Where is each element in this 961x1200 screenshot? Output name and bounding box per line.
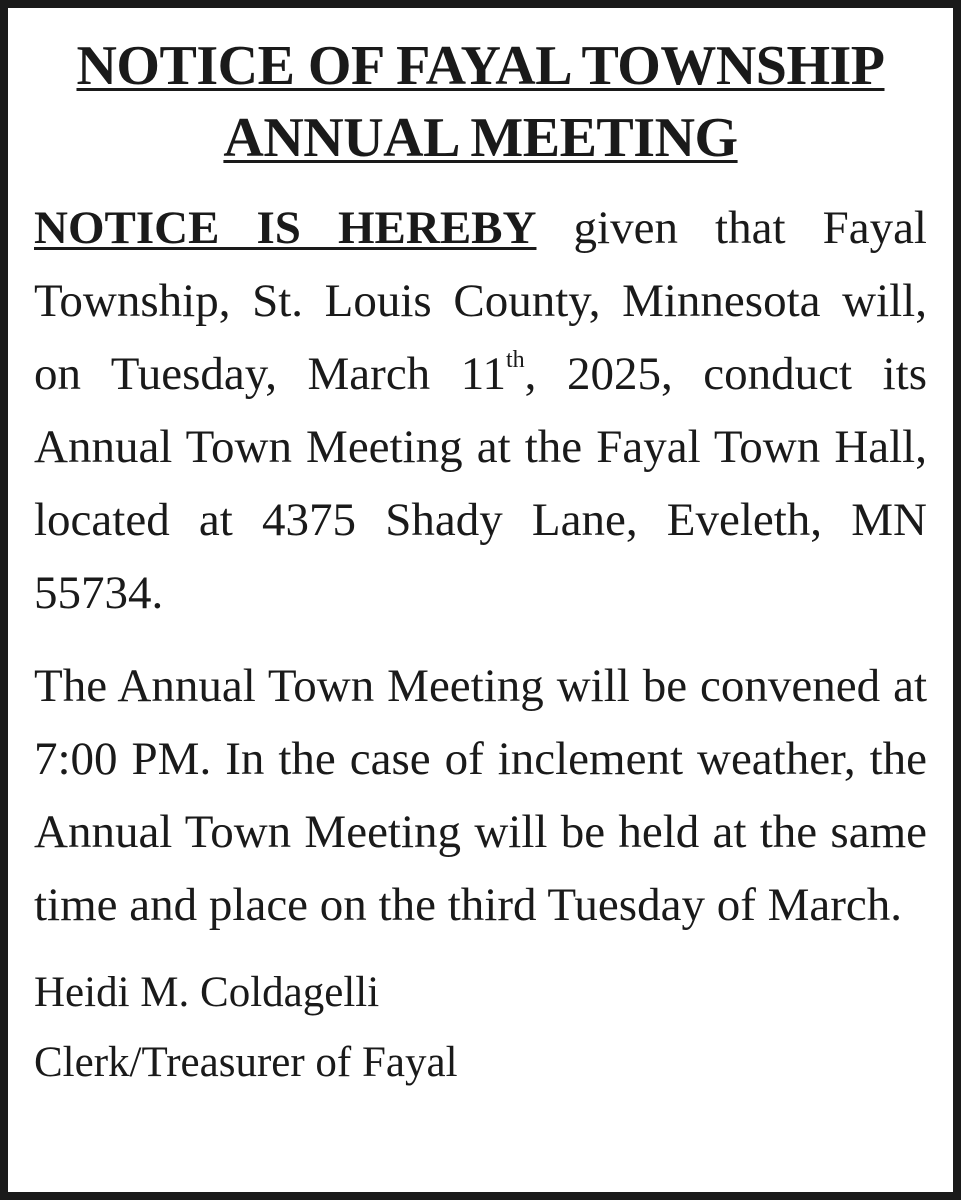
notice-paragraph-2: The Annual Town Meeting will be convened at 7:00 PM. In the case of inclement weather, the Annual Town Meeting will be held at the same time and place on the third Tuesday of March. [34, 660, 927, 931]
signature-title: Clerk/Treasurer of Fayal [34, 1039, 458, 1086]
notice-text-b: , 2025, conduct its Annual Town Meeting at the Fayal Town Hall, located at 4375 Shady Lane, Eveleth, MN 55734. [34, 348, 928, 619]
notice-paragraph-1 [34, 192, 927, 630]
signature-name: Heidi M. Coldagelli [34, 969, 380, 1016]
notice-title [34, 30, 927, 174]
notice-lead: NOTICE IS HEREBY [34, 202, 537, 254]
notice-text-a: given that Fayal Township, St. Louis County, Minnesota will, on Tuesday, March 11 [34, 202, 927, 400]
date-ordinal: th [506, 347, 525, 373]
notice-title-line1: NOTICE OF FAYAL TOWNSHIP [76, 35, 885, 97]
notice-title-line2: ANNUAL MEETING [223, 107, 738, 169]
